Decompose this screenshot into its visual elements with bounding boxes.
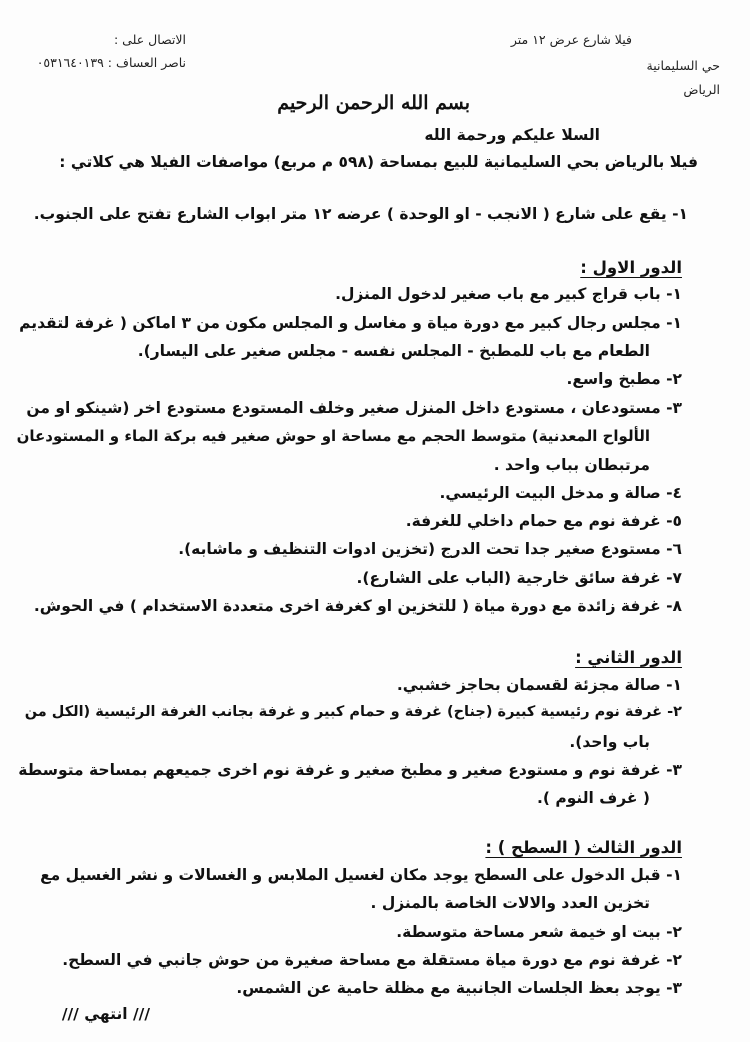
- floor1-line-2: ١- مجلس رجال كبير مع دورة مياة و مغاسل و المجلس مكون من ٣ اماكن ( غرفة لتقديم: [19, 314, 682, 332]
- location-line: ١- يقع على شارع ( الانجب - او الوحدة ) عرضه ١٢ متر ابواب الشارع تفتح على الجنوب.: [33, 205, 688, 223]
- contact-label: الاتصال على :: [114, 32, 186, 47]
- contact-info: ناصر العساف : ٠٥٣١٦٤٠١٣٩: [36, 55, 186, 70]
- greeting: السلا عليكم ورحمة الله: [424, 126, 600, 144]
- floor1-line-10: ٦- مستودع صغير جدا تحت الدرج (تخزين ادوات التنظيف و ماشابه).: [178, 540, 682, 558]
- floor2-line-1: ١- صالة مجزئة لقسمان بحاجز خشبي.: [396, 676, 682, 694]
- floor1-line-1: ١- باب قراج كبير مع باب صغير لدخول المنزل.: [335, 285, 682, 303]
- floor1-line-3: الطعام مع باب للمطبخ - المجلس نفسه - مجلس صغير على اليسار).: [137, 342, 650, 360]
- floor1-line-12: ٨- غرفة زائدة مع دورة مياة ( للتخزين او كغرفة اخرى متعددة الاستخدام ) في الحوش.: [33, 597, 682, 615]
- floor3-heading: الدور الثالث ( السطح ) :: [485, 838, 682, 857]
- floor1-line-6: الألواح المعدنية) متوسط الحجم مع مساحة او حوش صغير فيه بركة الماء و المستودعان: [16, 427, 650, 445]
- address-line-3: الرياض: [683, 82, 720, 97]
- floor1-line-8: ٤- صالة و مدخل البيت الرئيسي.: [439, 484, 682, 502]
- floor2-line-5: ( غرف النوم ).: [536, 789, 650, 807]
- end-marker: /// انتهي ///: [61, 1005, 150, 1023]
- floor3-line-2: تخزين العدد والالات الخاصة بالمنزل .: [370, 894, 650, 912]
- floor3-line-3: ٢- بيت او خيمة شعر مساحة متوسطة.: [396, 923, 682, 941]
- address-line-2: حي السليمانية: [646, 58, 720, 73]
- address-line-1: فيلا شارع عرض ١٢ متر: [510, 32, 632, 47]
- floor1-heading: الدور الاول :: [580, 258, 682, 277]
- floor3-line-5: ٣- يوجد بعظ الجلسات الجانبية مع مظلة حامية عن الشمس.: [236, 979, 682, 997]
- floor2-line-4: ٣- غرفة نوم و مستودع صغير و مطبخ صغير و غرفة نوم اخرى جميعهم بمساحة متوسطة: [18, 761, 682, 779]
- floor3-line-1: ١- قبل الدخول على السطح يوجد مكان لغسيل الملابس و الغسالات و نشر الغسيل مع: [40, 866, 682, 884]
- floor2-heading: الدور الثاني :: [575, 648, 682, 667]
- floor2-line-2: ٢- غرفة نوم رئيسية كبيرة (جناح) غرفة و حمام كبير و غرفة بجانب الغرفة الرئيسية (الكل من: [24, 704, 682, 720]
- floor1-line-5: ٣- مستودعان ، مستودع داخل المنزل صغير وخلف المستودع مستودع اخر (شينكو او من: [26, 399, 682, 417]
- basmala: بسم الله الرحمن الرحيم: [277, 92, 470, 114]
- intro-line: فيلا بالرياض بحي السليمانية للبيع بمساحة (٥٩٨ م مربع) مواصفات الفيلا هي كلاتي :: [59, 153, 698, 171]
- floor1-line-9: ٥- غرفة نوم مع حمام داخلي للغرفة.: [405, 512, 682, 530]
- floor2-line-3: باب واحد).: [569, 733, 650, 751]
- floor1-line-4: ٢- مطبخ واسع.: [566, 370, 682, 388]
- floor1-line-7: مرتبطان بباب واحد .: [493, 456, 650, 474]
- floor1-line-11: ٧- غرفة سائق خارجية (الباب على الشارع).: [356, 569, 682, 587]
- floor3-line-4: ٢- غرفة نوم مع دورة مياة مستقلة مع مساحة صغيرة من حوش جانبي في السطح.: [62, 951, 682, 969]
